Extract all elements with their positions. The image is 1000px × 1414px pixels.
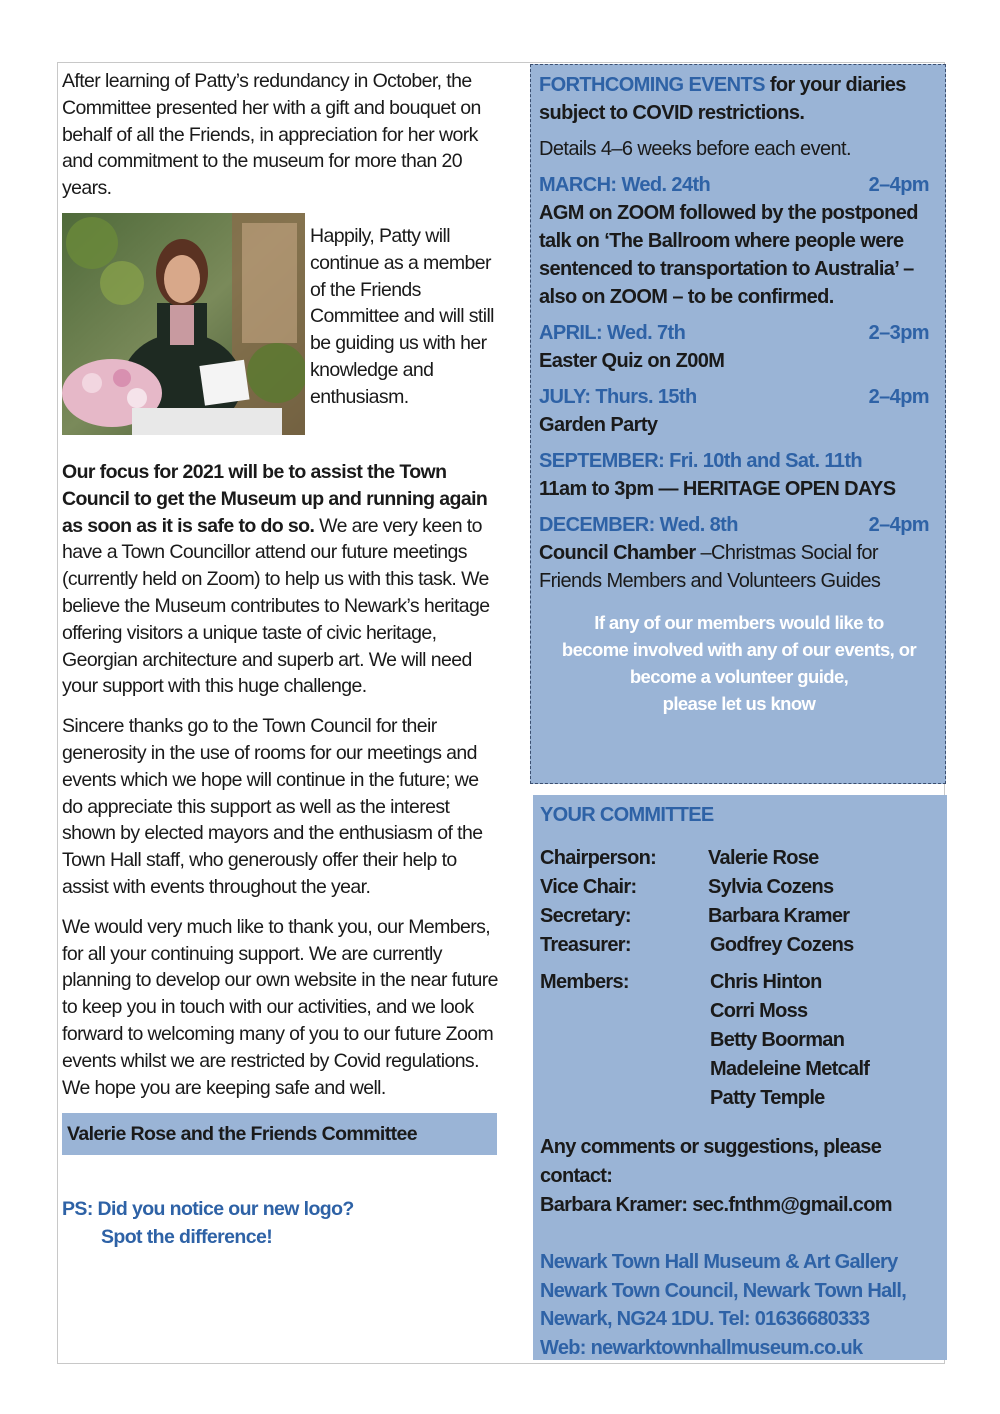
event-desc: Easter Quiz on Z00M	[539, 350, 725, 372]
ps-note	[62, 1195, 502, 1251]
members-list: Members: Chris Hinton Corri Moss Betty Boorman Madeleine Metcalf Patty Temple	[540, 968, 941, 1113]
focus-rest: We are very keen to have a Town Councillor attend our future meetings (currently held on Zoom) to help us with this task. We believe the Museum contributes to Newark’s heritage offering visitors a unique taste of civic heritage, Georgian architecture and superb art. We will need your support with this huge challenge.	[62, 514, 490, 698]
committee-box	[533, 795, 947, 1360]
member-name: Corri Moss	[710, 1000, 808, 1022]
ps-line-1: PS: Did you notice our new logo?	[62, 1198, 354, 1221]
event-time: 2–4pm	[868, 386, 929, 408]
event-time: 2–3pm	[868, 322, 929, 344]
contact-prompt: Any comments or suggestions, please contact:	[540, 1136, 882, 1187]
safe-line: We hope you are keeping safe and well.	[62, 1076, 386, 1099]
member-name: Patty Temple	[710, 1087, 825, 1109]
event-item	[539, 171, 939, 311]
intro-paragraph: After learning of Patty’s redundancy in October, the Committee presented her with a gift and bouquet on behalf of all the Friends, in appreciation for her work and commitment to the museum for more than 20 years.	[62, 70, 481, 200]
committee-row: Secretary: Barbara Kramer	[540, 905, 850, 927]
member-name: Betty Boorman	[710, 1029, 845, 1051]
event-item	[539, 319, 939, 375]
event-date: MARCH: Wed. 24th	[539, 174, 711, 196]
committee-row: Vice Chair: Sylvia Cozens	[540, 876, 834, 898]
museum-address: Newark Town Hall Museum & Art Gallery Newark Town Council, Newark Town Hall, Newark, NG24 1DU. Tel: 01636680333 Web: newarktownhallmuseum.co.uk	[540, 1248, 941, 1362]
committee-row: Treasurer: Godfrey Cozens	[540, 934, 854, 956]
event-item	[539, 383, 939, 439]
ps-line-2: Spot the difference!	[101, 1226, 273, 1249]
patty-photo	[62, 213, 305, 435]
events-box	[530, 64, 946, 784]
volunteer-note: If any of our members would like to become involved with any of our events, or become a volunteer guide, please let us know	[561, 612, 917, 714]
member-name: Chris Hinton	[710, 971, 822, 993]
members-paragraph: We would very much like to thank you, our Members, for all your continuing support. We are currently planning to develop our own website in the near future to keep you in touch with our activities, and we look forward to welcoming many of you to our future Zoom events whilst we are restricted by Covid regulations.	[62, 915, 498, 1072]
event-date: APRIL: Wed. 7th	[539, 322, 686, 344]
photo-section	[62, 213, 502, 459]
event-time: 2–4pm	[868, 514, 929, 536]
focus-paragraph	[62, 459, 502, 700]
event-date: JULY: Thurs. 15th	[539, 386, 697, 408]
left-column	[62, 68, 502, 1251]
member-name: Madeleine Metcalf	[710, 1058, 870, 1080]
event-item	[539, 511, 939, 595]
event-desc: AGM on ZOOM followed by the postponed talk on ‘The Ballroom where people were sentenced to transportation to Australia’ –also on ZOOM – to be confirmed.	[539, 202, 918, 308]
committee-row: Chairperson: Valerie Rose	[540, 847, 819, 869]
event-item	[539, 447, 939, 503]
event-desc: Council Chamber –Christmas Social for Friends Members and Volunteers Guides	[539, 542, 881, 592]
focus-bold: Our focus for 2021 will be to assist the Town Council to get the Museum up and running again as soon as it is safe to do so.	[62, 460, 488, 537]
event-time: 2–4pm	[868, 174, 929, 196]
events-heading-blue: FORTHCOMING EVENTS	[539, 74, 765, 96]
event-desc: 11am to 3pm — HERITAGE OPEN DAYS	[539, 478, 896, 500]
photo-caption: Happily, Patty will continue as a member of the Friends Committee and will still be guiding us with her knowledge and enthusiasm.	[310, 224, 494, 408]
events-details: Details 4–6 weeks before each event.	[539, 138, 851, 160]
events-heading-rest: for your diaries subject to COVID restrictions.	[539, 74, 906, 124]
thanks-paragraph: Sincere thanks go to the Town Council for their generosity in the use of rooms for our meetings and events which we hope will continue in the future; we do appreciate this support as well as the interest shown by elected mayors and the enthusiasm of the Town Hall staff, who generously offer their help to assist with events throughout the year.	[62, 715, 483, 898]
website-link[interactable]: Web: newarktownhallmuseum.co.uk	[540, 1336, 863, 1359]
committee-heading: YOUR COMMITTEE	[540, 804, 714, 826]
signature-box: Valerie Rose and the Friends Committee	[62, 1113, 497, 1155]
event-date: SEPTEMBER: Fri. 10th and Sat. 11th	[539, 450, 862, 472]
event-date: DECEMBER: Wed. 8th	[539, 514, 738, 536]
contact-email[interactable]: Barbara Kramer: sec.fnthm@gmail.com	[540, 1194, 892, 1216]
contact-block	[540, 1133, 941, 1220]
events-heading	[539, 71, 939, 127]
event-desc: Garden Party	[539, 414, 658, 436]
